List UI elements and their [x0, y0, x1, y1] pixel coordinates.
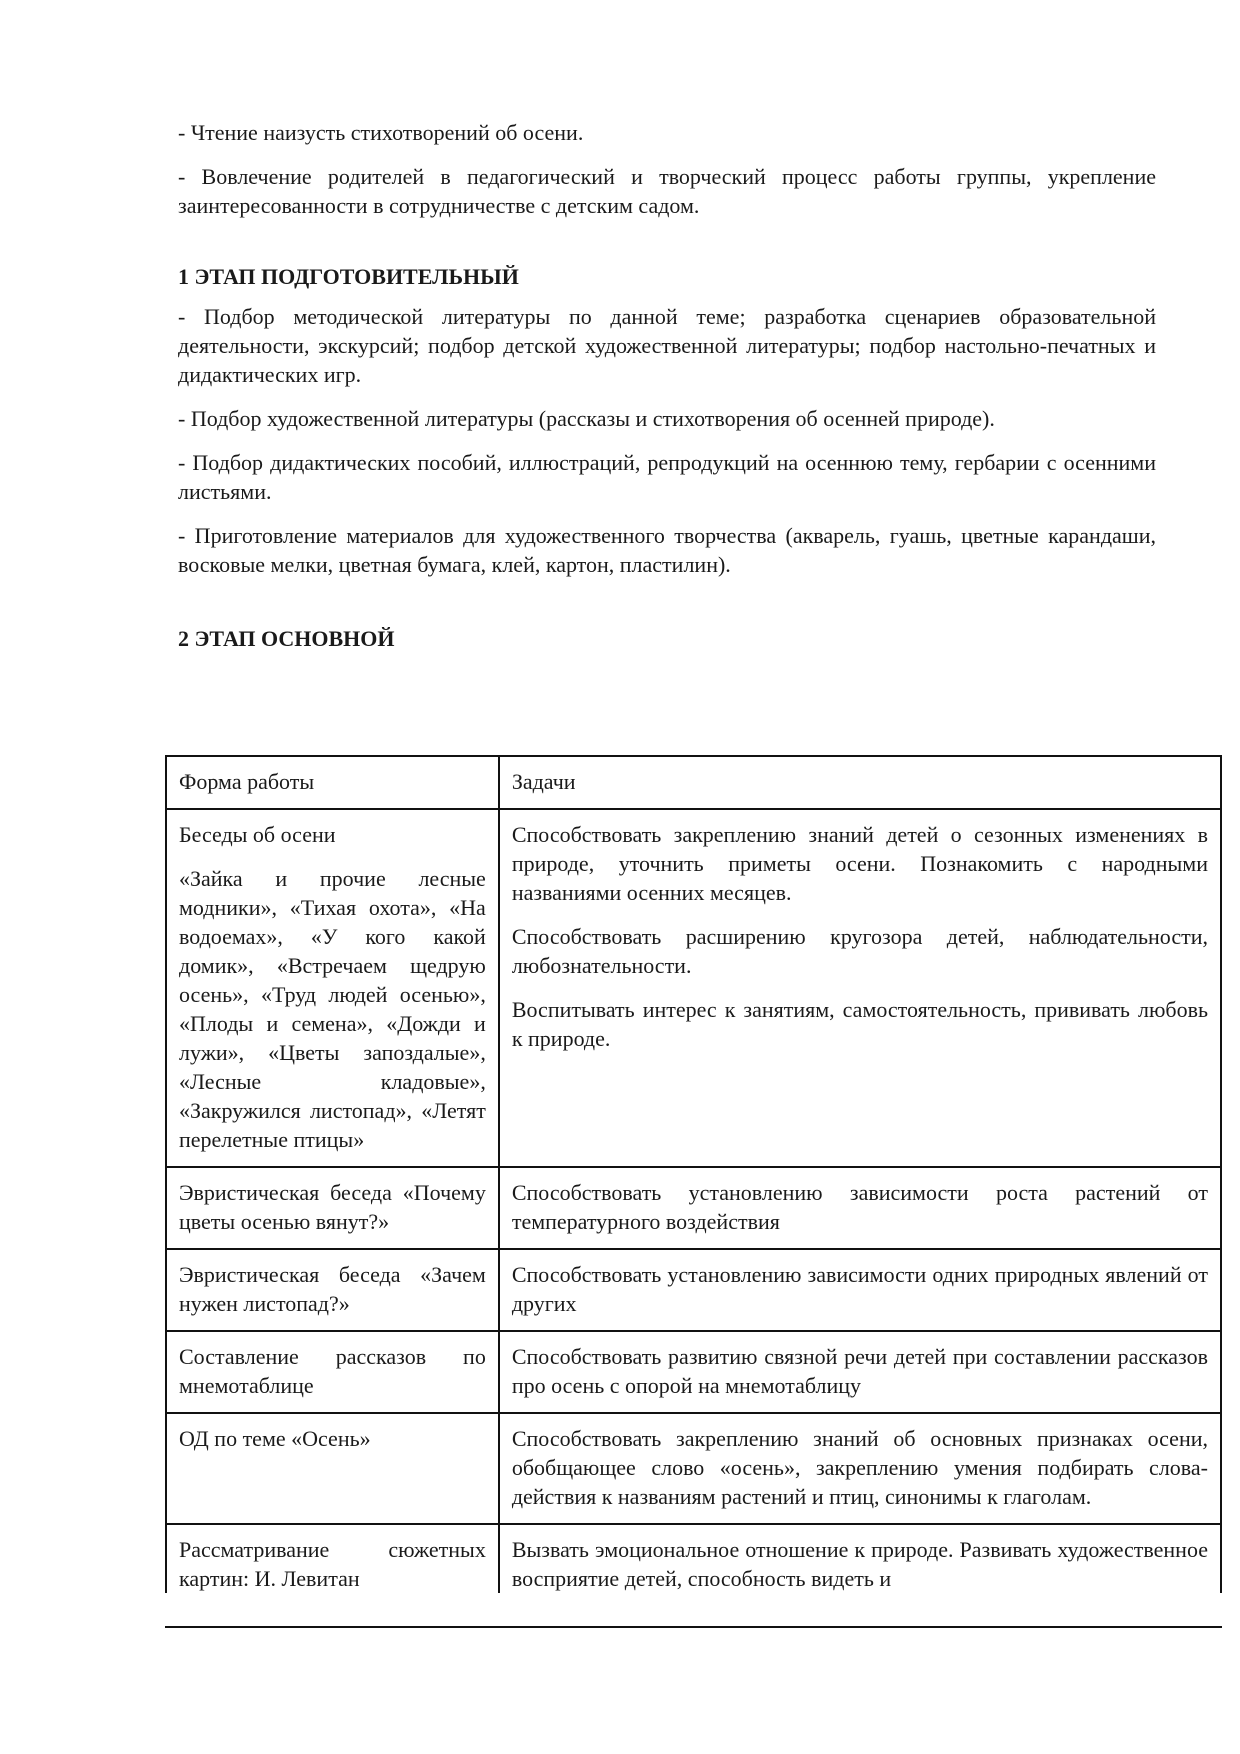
page-bottom-margin — [0, 1628, 1240, 1754]
tasks-cell — [499, 809, 1221, 1167]
form-cell: ОД по теме «Осень» — [166, 1413, 499, 1524]
task-text: Воспитывать интерес к занятиям, самостоятельность, прививать любовь к природе. — [511, 997, 1208, 1051]
form-cell: Рассматривание сюжетных картин: И. Левитан — [166, 1524, 499, 1593]
stage1-heading: 1 ЭТАП ПОДГОТОВИТЕЛЬНЫЙ — [178, 264, 519, 289]
form-cell: Эвристическая беседа «Зачем нужен листопад?» — [166, 1249, 499, 1331]
table-row — [166, 1524, 1221, 1593]
form-topics: «Зайка и прочие лесные модники», «Тихая охота», «На водоемах», «У кого какой домик», «Встречаем щедрую осень», «Труд людей осенью», «Плоды и семена», «Дожди и лужи», «Цветы запоздалые», «Лесные кладовые», «Закружился листопад», «Летят перелетные птицы» — [179, 866, 486, 1152]
stage1-item: - Подбор дидактических пособий, иллюстраций, репродукций на осеннюю тему, гербарии с осенними листьями. — [178, 450, 1156, 504]
table-row — [166, 1249, 1221, 1331]
table-header-row — [166, 756, 1221, 809]
tasks-cell: Способствовать установлению зависимости роста растений от температурного воздействия — [499, 1167, 1221, 1249]
form-cell: Составление рассказов по мнемотаблице — [166, 1331, 499, 1413]
task-text: Способствовать расширению кругозора детей, наблюдательности, любознательности. — [511, 924, 1208, 978]
intro-line: - Чтение наизусть стихотворений об осени. — [178, 120, 584, 145]
intro-line: - Вовлечение родителей в педагогический и творческий процесс работы группы, укрепление заинтересованности в сотрудничестве с детским садом. — [178, 164, 1156, 218]
stage2-heading: 2 ЭТАП ОСНОВНОЙ — [178, 626, 395, 651]
form-title: Беседы об осени — [179, 822, 336, 847]
form-cell: Эвристическая беседа «Почему цветы осенью вянут?» — [166, 1167, 499, 1249]
form-cell — [166, 809, 499, 1167]
stage1-item: - Приготовление материалов для художественного творчества (акварель, гуашь, цветные карандаши, восковые мелки, цветная бумага, клей, картон, пластилин). — [178, 523, 1156, 577]
task-text: Способствовать закреплению знаний детей о сезонных изменениях в природе, уточнить приметы осени. Познакомить с народными названиями осенних месяцев. — [511, 822, 1208, 905]
document-body — [178, 118, 1156, 653]
tasks-cell: Вызвать эмоциональное отношение к природе. Развивать художественное восприятие детей, способность видеть и — [499, 1524, 1221, 1593]
stage1-item: - Подбор методической литературы по данной теме; разработка сценариев образовательной деятельности, экскурсий; подбор детской художественной литературы; подбор настольно-печатных и дидактических игр. — [178, 304, 1156, 387]
tasks-cell: Способствовать закреплению знаний об основных признаках осени, обобщающее слово «осень», закреплению умения подбирать слова-действия к названиям растений и птиц, синонимы к глаголам. — [499, 1413, 1221, 1524]
tasks-cell: Способствовать развитию связной речи детей при составлении рассказов про осень с опорой на мнемотаблицу — [499, 1331, 1221, 1413]
header-tasks: Задачи — [499, 756, 1221, 809]
tasks-cell: Способствовать установлению зависимости одних природных явлений от других — [499, 1249, 1221, 1331]
table-row — [166, 1167, 1221, 1249]
table-row — [166, 809, 1221, 1167]
table-row — [166, 1331, 1221, 1413]
header-form: Форма работы — [166, 756, 499, 809]
table-row — [166, 1413, 1221, 1524]
stage1-item: - Подбор художественной литературы (рассказы и стихотворения об осенней природе). — [178, 406, 995, 431]
work-table — [165, 755, 1222, 1593]
